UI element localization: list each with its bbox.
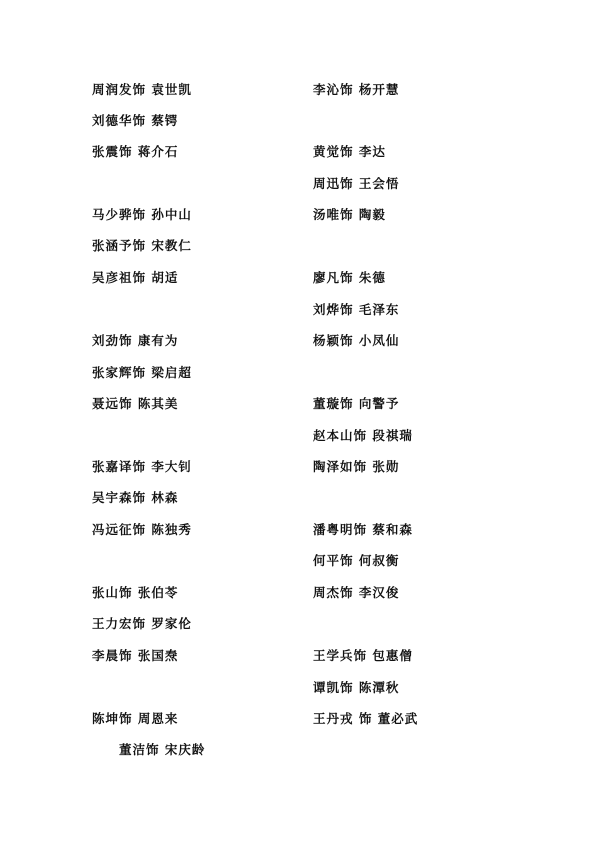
cast-entry-right-4: 汤唯饰 陶毅 — [313, 207, 386, 222]
cast-entry-right-10: 陶泽如饰 张勋 — [313, 459, 400, 474]
cast-entry-left-17: 董洁饰 宋庆龄 — [119, 742, 206, 757]
cast-entry-right-11: 潘粤明饰 蔡和森 — [313, 522, 413, 537]
cast-entry-right-9: 赵本山饰 段祺瑞 — [313, 428, 413, 443]
cast-entry-right-7: 杨颖饰 小凤仙 — [313, 333, 400, 348]
cast-entry-left-11: 吴宇森饰 林森 — [92, 490, 179, 505]
cast-entry-right-16: 王丹戎 饰 董必武 — [313, 711, 419, 726]
cast-entry-left-15: 李晨饰 张国焘 — [92, 648, 179, 663]
cast-entry-left-7: 刘劲饰 康有为 — [92, 333, 179, 348]
cast-entry-left-12: 冯远征饰 陈独秀 — [92, 522, 192, 537]
cast-entry-left-3: 张震饰 蒋介石 — [92, 144, 179, 159]
cast-entry-left-8: 张家辉饰 梁启超 — [92, 365, 192, 380]
cast-entry-left-10: 张嘉译饰 李大钊 — [92, 459, 192, 474]
cast-entry-left-4: 马少骅饰 孙中山 — [92, 207, 192, 222]
cast-entry-left-1: 周润发饰 袁世凯 — [92, 82, 192, 97]
cast-entry-left-16: 陈坤饰 周恩来 — [92, 711, 179, 726]
cast-entry-left-9: 聂远饰 陈其美 — [92, 396, 179, 411]
cast-entry-left-6: 吴彦祖饰 胡适 — [92, 270, 179, 285]
cast-entry-right-8: 董璇饰 向警予 — [313, 396, 400, 411]
cast-entry-right-1: 李沁饰 杨开慧 — [313, 82, 400, 97]
cast-entry-left-2: 刘德华饰 蔡锷 — [92, 113, 179, 128]
cast-entry-right-6: 刘烨饰 毛泽东 — [313, 302, 400, 317]
cast-entry-right-3: 周迅饰 王会悟 — [313, 176, 400, 191]
cast-entry-right-5: 廖凡饰 朱德 — [313, 270, 386, 285]
cast-entry-right-14: 王学兵饰 包惠僧 — [313, 648, 413, 663]
cast-entry-right-15: 谭凯饰 陈潭秋 — [313, 680, 400, 695]
cast-entry-right-12: 何平饰 何叔衡 — [313, 553, 400, 568]
cast-entry-left-13: 张山饰 张伯苓 — [92, 585, 179, 600]
cast-entry-left-5: 张涵予饰 宋教仁 — [92, 238, 192, 253]
cast-entry-left-14: 王力宏饰 罗家伦 — [92, 616, 192, 631]
cast-entry-right-13: 周杰饰 李汉俊 — [313, 585, 400, 600]
cast-entry-right-2: 黄觉饰 李达 — [313, 144, 386, 159]
